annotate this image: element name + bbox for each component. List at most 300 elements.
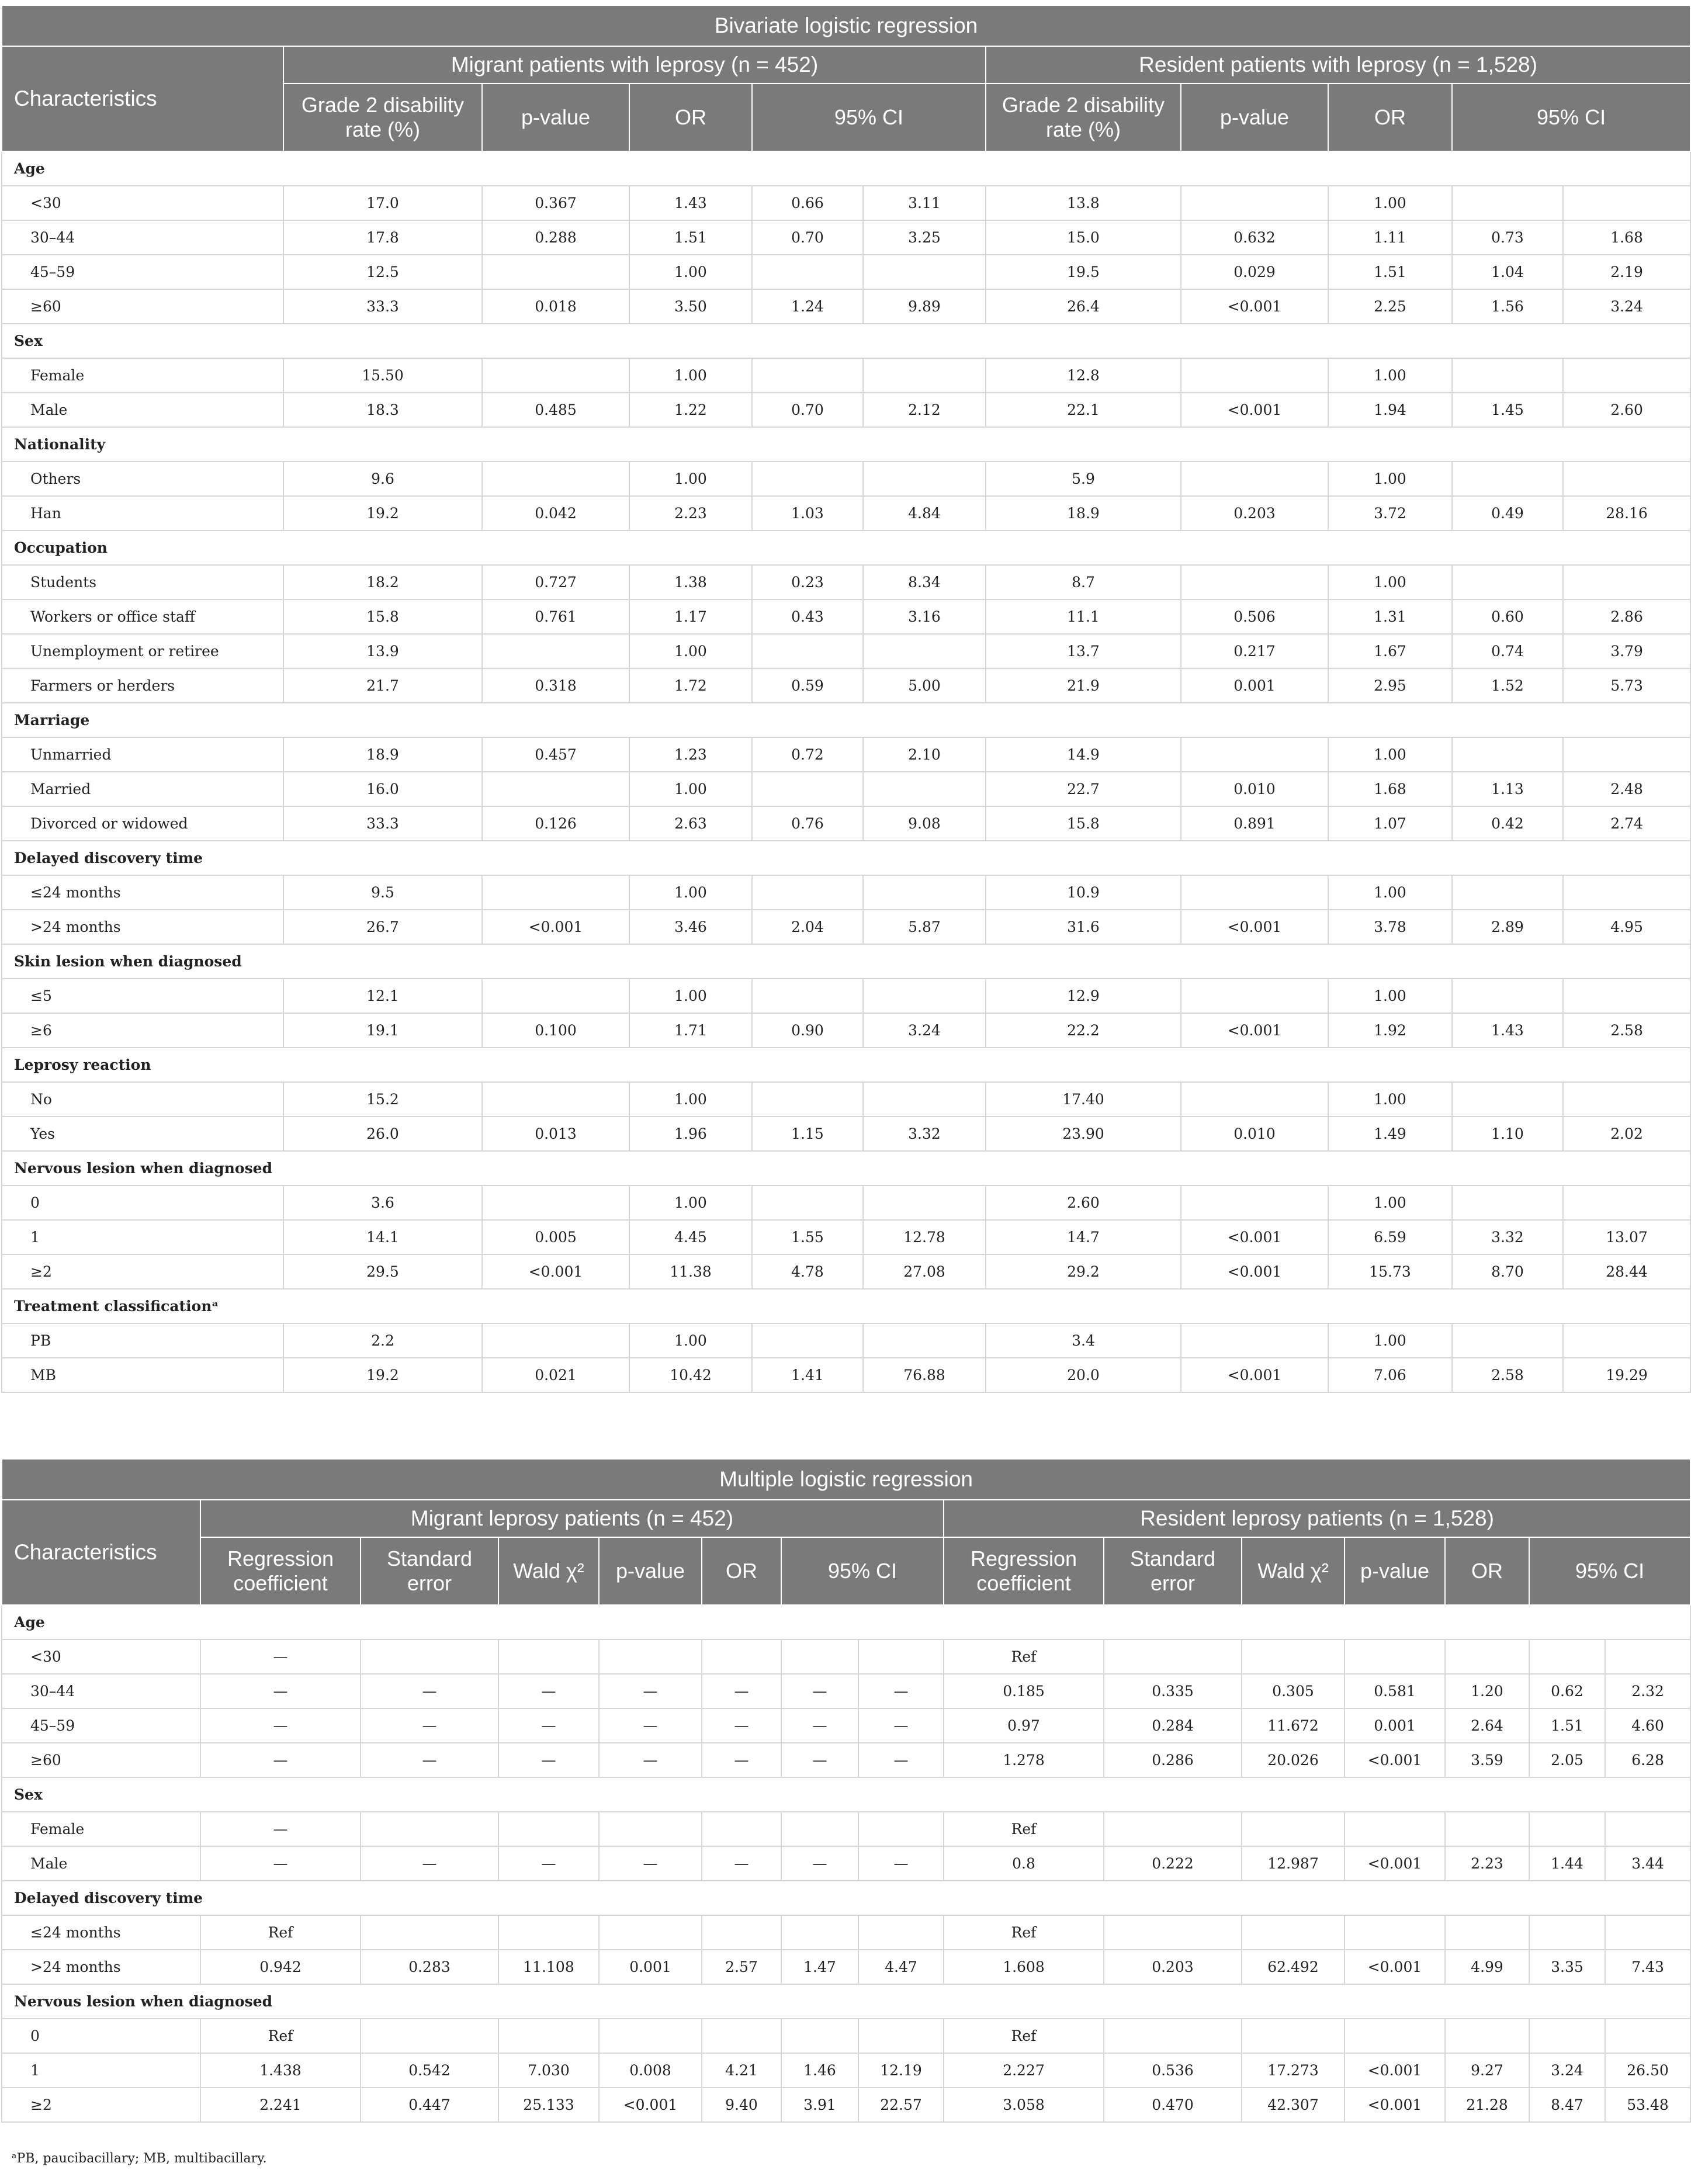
resident-cell: 1.67 — [1328, 634, 1452, 668]
resident-cell: <0.001 — [1181, 289, 1328, 324]
resident-cell: 3.32 — [1452, 1220, 1563, 1254]
resident-cell — [1563, 737, 1690, 772]
migrant-cell: 3.50 — [629, 289, 752, 324]
migrant-cell: 15.2 — [283, 1082, 482, 1117]
resident-cell: 2.227 — [944, 2053, 1104, 2088]
resident-cell: 3.78 — [1328, 910, 1452, 944]
migrant-cell: 0.43 — [752, 599, 863, 634]
resident-cell: 1.49 — [1328, 1117, 1452, 1151]
resident-cell — [1181, 737, 1328, 772]
migrant-cell: 1.55 — [752, 1220, 863, 1254]
row-label: Yes — [2, 1117, 283, 1151]
resident-cell: 1.44 — [1529, 1846, 1605, 1881]
resident-cell — [1563, 1185, 1690, 1220]
resident-cell: 0.470 — [1104, 2088, 1242, 2122]
table-row — [2, 737, 1690, 772]
row-label: ≥6 — [2, 1013, 283, 1048]
migrant-cell — [361, 1915, 498, 1950]
col-disability-rate: Grade 2 disability rate (%) — [283, 84, 482, 151]
migrant-cell: 0.447 — [361, 2088, 498, 2122]
migrant-cell: 1.22 — [629, 393, 752, 427]
migrant-cell: — — [200, 1846, 361, 1881]
resident-cell: 2.48 — [1563, 772, 1690, 806]
section-row — [2, 841, 1690, 875]
resident-cell: 1.10 — [1452, 1117, 1563, 1151]
migrant-cell: 0.70 — [752, 220, 863, 255]
resident-cell: 2.23 — [1445, 1846, 1529, 1881]
resident-cell: 1.00 — [1328, 1082, 1452, 1117]
section-title: Marriage — [2, 703, 1690, 737]
resident-cell: 1.07 — [1328, 806, 1452, 841]
table-row — [2, 1013, 1690, 1048]
resident-cell — [1181, 1185, 1328, 1220]
resident-cell: 0.74 — [1452, 634, 1563, 668]
resident-cell — [1452, 565, 1563, 599]
resident-cell: 0.506 — [1181, 599, 1328, 634]
migrant-cell: 1.71 — [629, 1013, 752, 1048]
migrant-cell: 0.100 — [482, 1013, 629, 1048]
migrant-cell: 0.042 — [482, 496, 629, 531]
migrant-cell: 1.38 — [629, 565, 752, 599]
resident-cell: 10.9 — [986, 875, 1181, 910]
resident-cell: 2.64 — [1445, 1708, 1529, 1743]
migrant-cell — [752, 462, 863, 496]
resident-cell — [1242, 1639, 1345, 1674]
resident-cell: 0.60 — [1452, 599, 1563, 634]
migrant-cell: 1.47 — [781, 1950, 858, 1984]
characteristics-header: Characteristics — [2, 1500, 200, 1605]
resident-cell — [1605, 1915, 1690, 1950]
resident-cell: 12.9 — [986, 979, 1181, 1013]
resident-cell: 21.28 — [1445, 2088, 1529, 2122]
migrant-cell — [482, 1185, 629, 1220]
resident-cell — [1563, 462, 1690, 496]
resident-cell — [1563, 1082, 1690, 1117]
table-row — [2, 979, 1690, 1013]
migrant-cell — [863, 358, 986, 393]
resident-cell: 20.0 — [986, 1358, 1181, 1392]
resident-cell: 0.284 — [1104, 1708, 1242, 1743]
col-standard-error: Standard error — [1104, 1537, 1242, 1605]
resident-cell: 2.25 — [1328, 289, 1452, 324]
migrant-cell: 1.72 — [629, 668, 752, 703]
section-row — [2, 531, 1690, 565]
migrant-cell — [858, 1812, 944, 1846]
resident-cell — [1605, 1639, 1690, 1674]
section-title: Nervous lesion when diagnosed — [2, 1151, 1690, 1185]
table-row — [2, 1708, 1690, 1743]
migrant-cell: 1.00 — [629, 1082, 752, 1117]
col-p-value: p-value — [1345, 1537, 1445, 1605]
migrant-cell — [858, 2019, 944, 2053]
resident-cell: <0.001 — [1345, 2088, 1445, 2122]
bivariate-caption: Bivariate logistic regression — [2, 5, 1690, 46]
section-row — [2, 427, 1690, 462]
migrant-cell — [599, 1639, 702, 1674]
migrant-cell: — — [200, 1708, 361, 1743]
resident-cell — [1445, 1812, 1529, 1846]
migrant-cell: 2.2 — [283, 1323, 482, 1358]
row-label: Students — [2, 565, 283, 599]
migrant-cell — [752, 875, 863, 910]
resident-cell — [1104, 1639, 1242, 1674]
resident-cell: 13.7 — [986, 634, 1181, 668]
migrant-cell: 3.91 — [781, 2088, 858, 2122]
migrant-cell: 26.0 — [283, 1117, 482, 1151]
resident-cell: 3.35 — [1529, 1950, 1605, 1984]
migrant-cell — [863, 875, 986, 910]
migrant-cell: 0.005 — [482, 1220, 629, 1254]
resident-cell: <0.001 — [1181, 910, 1328, 944]
migrant-cell: 5.00 — [863, 668, 986, 703]
resident-cell — [1563, 565, 1690, 599]
section-row — [2, 1151, 1690, 1185]
resident-cell: 0.49 — [1452, 496, 1563, 531]
row-label: Female — [2, 1812, 200, 1846]
resident-cell: <0.001 — [1181, 1013, 1328, 1048]
migrant-cell — [498, 2019, 599, 2053]
migrant-cell: 1.23 — [629, 737, 752, 772]
migrant-cell — [781, 1915, 858, 1950]
resident-cell: 0.010 — [1181, 772, 1328, 806]
migrant-group-header: Migrant leprosy patients (n = 452) — [200, 1500, 944, 1537]
migrant-cell: 1.96 — [629, 1117, 752, 1151]
resident-cell — [1452, 186, 1563, 220]
migrant-cell: 3.6 — [283, 1185, 482, 1220]
migrant-cell — [863, 772, 986, 806]
bivariate-table-body — [2, 151, 1690, 1392]
section-row — [2, 324, 1690, 358]
resident-cell: 12.987 — [1242, 1846, 1345, 1881]
resident-cell: 1.00 — [1328, 1185, 1452, 1220]
migrant-cell: 12.1 — [283, 979, 482, 1013]
resident-cell: 0.8 — [944, 1846, 1104, 1881]
migrant-cell: 18.9 — [283, 737, 482, 772]
resident-cell: 0.536 — [1104, 2053, 1242, 2088]
table-row — [2, 1082, 1690, 1117]
resident-cell — [1104, 1915, 1242, 1950]
resident-cell: <0.001 — [1345, 1846, 1445, 1881]
resident-cell: 1.51 — [1328, 255, 1452, 289]
migrant-cell: 0.457 — [482, 737, 629, 772]
resident-cell: 1.51 — [1529, 1708, 1605, 1743]
migrant-cell: 12.19 — [858, 2053, 944, 2088]
resident-cell: 3.79 — [1563, 634, 1690, 668]
migrant-cell: 2.10 — [863, 737, 986, 772]
migrant-cell: — — [200, 1743, 361, 1777]
migrant-cell — [781, 1812, 858, 1846]
migrant-cell: 9.40 — [702, 2088, 781, 2122]
migrant-cell — [752, 772, 863, 806]
row-label: 1 — [2, 2053, 200, 2088]
resident-cell — [1452, 737, 1563, 772]
migrant-cell: 10.42 — [629, 1358, 752, 1392]
resident-cell: 8.70 — [1452, 1254, 1563, 1289]
migrant-cell: 12.5 — [283, 255, 482, 289]
migrant-cell: 16.0 — [283, 772, 482, 806]
migrant-cell: 3.11 — [863, 186, 986, 220]
migrant-group-header: Migrant patients with leprosy (n = 452) — [283, 46, 986, 84]
migrant-cell: 3.32 — [863, 1117, 986, 1151]
resident-cell: 1.00 — [1328, 358, 1452, 393]
row-label: <30 — [2, 1639, 200, 1674]
resident-cell: 1.43 — [1452, 1013, 1563, 1048]
resident-cell: 1.31 — [1328, 599, 1452, 634]
resident-cell: 0.203 — [1104, 1950, 1242, 1984]
table-row — [2, 910, 1690, 944]
migrant-cell: — — [858, 1674, 944, 1708]
col-or: OR — [629, 84, 752, 151]
resident-cell: 0.42 — [1452, 806, 1563, 841]
migrant-cell: — — [361, 1708, 498, 1743]
resident-cell: 14.7 — [986, 1220, 1181, 1254]
migrant-cell: 19.2 — [283, 496, 482, 531]
resident-cell: 15.73 — [1328, 1254, 1452, 1289]
section-row — [2, 1777, 1690, 1812]
section-title: Occupation — [2, 531, 1690, 565]
migrant-cell: — — [702, 1708, 781, 1743]
resident-cell: 6.59 — [1328, 1220, 1452, 1254]
resident-cell: <0.001 — [1181, 393, 1328, 427]
migrant-cell — [498, 1639, 599, 1674]
migrant-cell: 15.8 — [283, 599, 482, 634]
migrant-cell: 33.3 — [283, 806, 482, 841]
migrant-cell: 11.108 — [498, 1950, 599, 1984]
row-label: 45–59 — [2, 255, 283, 289]
migrant-cell: 1.15 — [752, 1117, 863, 1151]
migrant-cell: 1.24 — [752, 289, 863, 324]
migrant-cell: 0.66 — [752, 186, 863, 220]
resident-group-header: Resident patients with leprosy (n = 1,528) — [986, 46, 1690, 84]
migrant-cell: 19.1 — [283, 1013, 482, 1048]
resident-cell: 1.20 — [1445, 1674, 1529, 1708]
col-or: OR — [702, 1537, 781, 1605]
resident-cell: 1.68 — [1328, 772, 1452, 806]
migrant-cell: 9.6 — [283, 462, 482, 496]
migrant-cell: 11.38 — [629, 1254, 752, 1289]
row-label: ≤24 months — [2, 1915, 200, 1950]
migrant-cell: 0.72 — [752, 737, 863, 772]
resident-cell — [1452, 358, 1563, 393]
resident-cell: 0.335 — [1104, 1674, 1242, 1708]
row-label: ≥60 — [2, 289, 283, 324]
resident-cell: <0.001 — [1181, 1220, 1328, 1254]
migrant-cell: — — [781, 1708, 858, 1743]
resident-cell: 4.95 — [1563, 910, 1690, 944]
migrant-cell — [781, 1639, 858, 1674]
resident-cell: 26.4 — [986, 289, 1181, 324]
migrant-cell: 17.0 — [283, 186, 482, 220]
migrant-cell: 9.5 — [283, 875, 482, 910]
multiple-table — [1, 1458, 1691, 2123]
section-row — [2, 1289, 1690, 1323]
resident-cell — [1563, 979, 1690, 1013]
section-title: Age — [2, 151, 1690, 186]
resident-cell — [1452, 1185, 1563, 1220]
resident-cell: 5.73 — [1563, 668, 1690, 703]
resident-cell: 1.04 — [1452, 255, 1563, 289]
resident-cell: 22.2 — [986, 1013, 1181, 1048]
multiple-caption: Multiple logistic regression — [2, 1459, 1690, 1500]
resident-cell: 0.286 — [1104, 1743, 1242, 1777]
migrant-cell — [863, 1323, 986, 1358]
resident-cell — [1529, 1639, 1605, 1674]
resident-cell: <0.001 — [1181, 1358, 1328, 1392]
migrant-cell: 0.90 — [752, 1013, 863, 1048]
resident-cell: Ref — [944, 1812, 1104, 1846]
migrant-cell — [752, 979, 863, 1013]
resident-cell — [1563, 186, 1690, 220]
table-row — [2, 358, 1690, 393]
row-label: 1 — [2, 1220, 283, 1254]
row-label: 30–44 — [2, 220, 283, 255]
migrant-cell: 0.283 — [361, 1950, 498, 1984]
table-row — [2, 220, 1690, 255]
resident-cell: 2.19 — [1563, 255, 1690, 289]
migrant-cell: Ref — [200, 1915, 361, 1950]
resident-cell: 2.05 — [1529, 1743, 1605, 1777]
migrant-cell: 1.43 — [629, 186, 752, 220]
migrant-cell — [702, 1812, 781, 1846]
migrant-cell: 0.367 — [482, 186, 629, 220]
resident-cell: 4.60 — [1605, 1708, 1690, 1743]
resident-cell: 3.72 — [1328, 496, 1452, 531]
resident-cell: 2.95 — [1328, 668, 1452, 703]
migrant-cell — [361, 2019, 498, 2053]
migrant-cell — [858, 1639, 944, 1674]
resident-cell: 3.058 — [944, 2088, 1104, 2122]
resident-cell: 1.00 — [1328, 186, 1452, 220]
resident-cell: 1.45 — [1452, 393, 1563, 427]
migrant-cell: 1.03 — [752, 496, 863, 531]
resident-cell: Ref — [944, 1639, 1104, 1674]
col-ci: 95% CI — [1452, 84, 1690, 151]
migrant-cell — [752, 255, 863, 289]
resident-cell — [1181, 875, 1328, 910]
migrant-cell: — — [702, 1846, 781, 1881]
row-label: Unemployment or retiree — [2, 634, 283, 668]
migrant-cell: 15.50 — [283, 358, 482, 393]
migrant-cell: — — [361, 1743, 498, 1777]
migrant-cell — [599, 2019, 702, 2053]
migrant-cell: 1.51 — [629, 220, 752, 255]
resident-cell: 0.305 — [1242, 1674, 1345, 1708]
bivariate-table — [1, 5, 1691, 1393]
migrant-cell: 1.00 — [629, 634, 752, 668]
migrant-cell: — — [498, 1708, 599, 1743]
resident-cell: 6.28 — [1605, 1743, 1690, 1777]
migrant-cell: <0.001 — [482, 1254, 629, 1289]
resident-cell: <0.001 — [1345, 1743, 1445, 1777]
row-label: <30 — [2, 186, 283, 220]
migrant-cell: <0.001 — [482, 910, 629, 944]
resident-cell: 22.1 — [986, 393, 1181, 427]
resident-cell — [1529, 2019, 1605, 2053]
resident-cell — [1345, 1812, 1445, 1846]
migrant-cell — [863, 462, 986, 496]
resident-cell: 0.010 — [1181, 1117, 1328, 1151]
migrant-cell — [752, 1185, 863, 1220]
resident-cell — [1181, 1323, 1328, 1358]
row-label: Male — [2, 1846, 200, 1881]
table-row — [2, 1639, 1690, 1674]
row-label: ≤24 months — [2, 875, 283, 910]
resident-cell — [1605, 1812, 1690, 1846]
migrant-cell: — — [858, 1846, 944, 1881]
resident-cell: 13.07 — [1563, 1220, 1690, 1254]
col-regression-coefficient: Regression coefficient — [944, 1537, 1104, 1605]
resident-cell: 8.7 — [986, 565, 1181, 599]
migrant-cell — [498, 1812, 599, 1846]
table-row — [2, 599, 1690, 634]
migrant-cell: 0.008 — [599, 2053, 702, 2088]
resident-cell: 1.92 — [1328, 1013, 1452, 1048]
migrant-cell: — — [781, 1743, 858, 1777]
migrant-cell: 22.57 — [858, 2088, 944, 2122]
table-row — [2, 1812, 1690, 1846]
resident-cell — [1445, 1915, 1529, 1950]
table-row — [2, 255, 1690, 289]
col-disability-rate: Grade 2 disability rate (%) — [986, 84, 1181, 151]
resident-cell: 31.6 — [986, 910, 1181, 944]
resident-cell: 1.00 — [1328, 462, 1452, 496]
resident-cell — [1452, 1082, 1563, 1117]
migrant-cell: 7.030 — [498, 2053, 599, 2088]
resident-cell — [1181, 186, 1328, 220]
resident-cell — [1181, 462, 1328, 496]
section-row — [2, 1881, 1690, 1915]
migrant-cell — [752, 1082, 863, 1117]
migrant-cell: 4.84 — [863, 496, 986, 531]
section-title: Sex — [2, 324, 1690, 358]
table-row — [2, 1323, 1690, 1358]
row-label: Divorced or widowed — [2, 806, 283, 841]
migrant-cell: 1.17 — [629, 599, 752, 634]
resident-cell: Ref — [944, 2019, 1104, 2053]
col-ci: 95% CI — [752, 84, 986, 151]
table-row — [2, 1915, 1690, 1950]
resident-cell: 1.608 — [944, 1950, 1104, 1984]
row-label: Unmarried — [2, 737, 283, 772]
migrant-cell: 0.018 — [482, 289, 629, 324]
migrant-cell — [863, 1185, 986, 1220]
resident-cell — [1452, 875, 1563, 910]
migrant-cell: 1.00 — [629, 979, 752, 1013]
resident-cell — [1605, 2019, 1690, 2053]
resident-cell: 19.29 — [1563, 1358, 1690, 1392]
row-label: 30–44 — [2, 1674, 200, 1708]
section-title: Skin lesion when diagnosed — [2, 944, 1690, 979]
resident-cell: <0.001 — [1345, 2053, 1445, 2088]
migrant-cell — [863, 979, 986, 1013]
resident-cell: 0.73 — [1452, 220, 1563, 255]
migrant-cell: 19.2 — [283, 1358, 482, 1392]
col-or: OR — [1328, 84, 1452, 151]
migrant-cell: 33.3 — [283, 289, 482, 324]
resident-cell — [1563, 358, 1690, 393]
migrant-cell: — — [361, 1846, 498, 1881]
resident-cell: 20.026 — [1242, 1743, 1345, 1777]
row-label: ≥60 — [2, 1743, 200, 1777]
migrant-cell: 9.89 — [863, 289, 986, 324]
section-row — [2, 944, 1690, 979]
migrant-cell: — — [200, 1812, 361, 1846]
resident-cell — [1242, 1915, 1345, 1950]
migrant-cell: — — [200, 1674, 361, 1708]
resident-cell: 42.307 — [1242, 2088, 1345, 2122]
migrant-cell: — — [781, 1674, 858, 1708]
migrant-cell: 12.78 — [863, 1220, 986, 1254]
